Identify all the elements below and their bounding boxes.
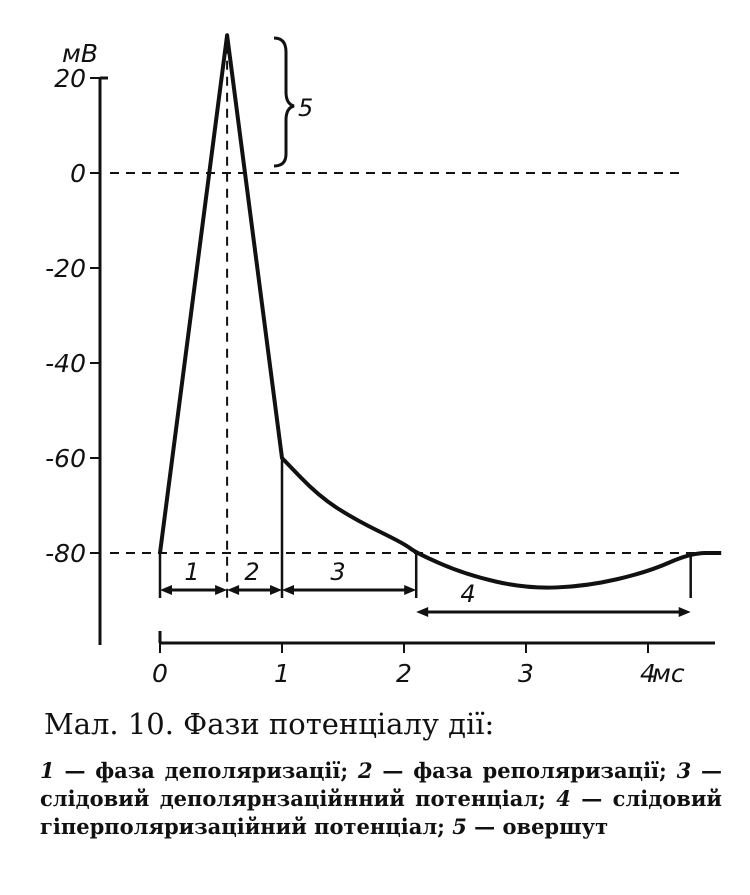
phase-2-arrow-head-right (270, 585, 282, 595)
y-tick-label: 0 (70, 159, 86, 188)
y-tick-label: 20 (54, 64, 86, 93)
guide-lines (110, 45, 712, 598)
legend-text-5: — овершут (474, 814, 609, 839)
y-tick-label: -80 (45, 539, 86, 568)
legend-text-3: — слідовий деполярнзаційнний потенціал; (40, 758, 723, 811)
phase-2-arrow-head-left (227, 585, 239, 595)
figure-caption-title: Мал. 10. Фази потенціалу дії: (44, 707, 495, 741)
legend-text-2: — фаза реполяризації; (382, 758, 667, 783)
y-tick-label: -40 (45, 349, 86, 378)
legend-text-1: — фаза деполяризації; (64, 758, 349, 783)
phase-1-label: 1 (184, 558, 200, 586)
action-potential-line (160, 35, 721, 587)
phase-4-label: 4 (460, 580, 476, 608)
x-tick-label: 1 (274, 659, 290, 688)
phase-1-arrow-head-right (215, 585, 227, 595)
legend-num-1: 1 (40, 758, 55, 783)
phase-3-label: 3 (330, 558, 346, 586)
x-tick-label: 2 (396, 659, 412, 688)
x-axis-label: мс (652, 659, 685, 688)
figure-caption-legend (40, 757, 722, 841)
phase-1-arrow-head-left (160, 585, 172, 595)
phase-3-arrow-head-left (282, 585, 294, 595)
legend-text-4: — слідовий гіперполяризаційний потенціал; (40, 786, 722, 839)
y-tick-label: -60 (45, 444, 86, 473)
x-tick-label: 4 (640, 659, 656, 688)
y-tick-label: -20 (45, 254, 86, 283)
legend-num-4: 4 (556, 786, 571, 811)
phase-5-label: 5 (298, 94, 314, 122)
phase-3-arrow-head-right (404, 585, 416, 595)
legend-num-2: 2 (357, 758, 373, 783)
potential-curve (160, 35, 721, 587)
phase-2-label: 2 (244, 558, 260, 586)
legend-num-5: 5 (452, 814, 467, 839)
overshoot-brace (274, 38, 294, 166)
tick-labels (45, 64, 656, 688)
legend-num-3: 3 (676, 758, 692, 783)
phase-4-arrow-head-right (679, 607, 691, 617)
x-tick-label: 0 (152, 659, 168, 688)
x-tick-label: 3 (518, 659, 534, 688)
phase-4-arrow-head-left (416, 607, 428, 617)
y-axis-label: мВ (62, 39, 99, 68)
